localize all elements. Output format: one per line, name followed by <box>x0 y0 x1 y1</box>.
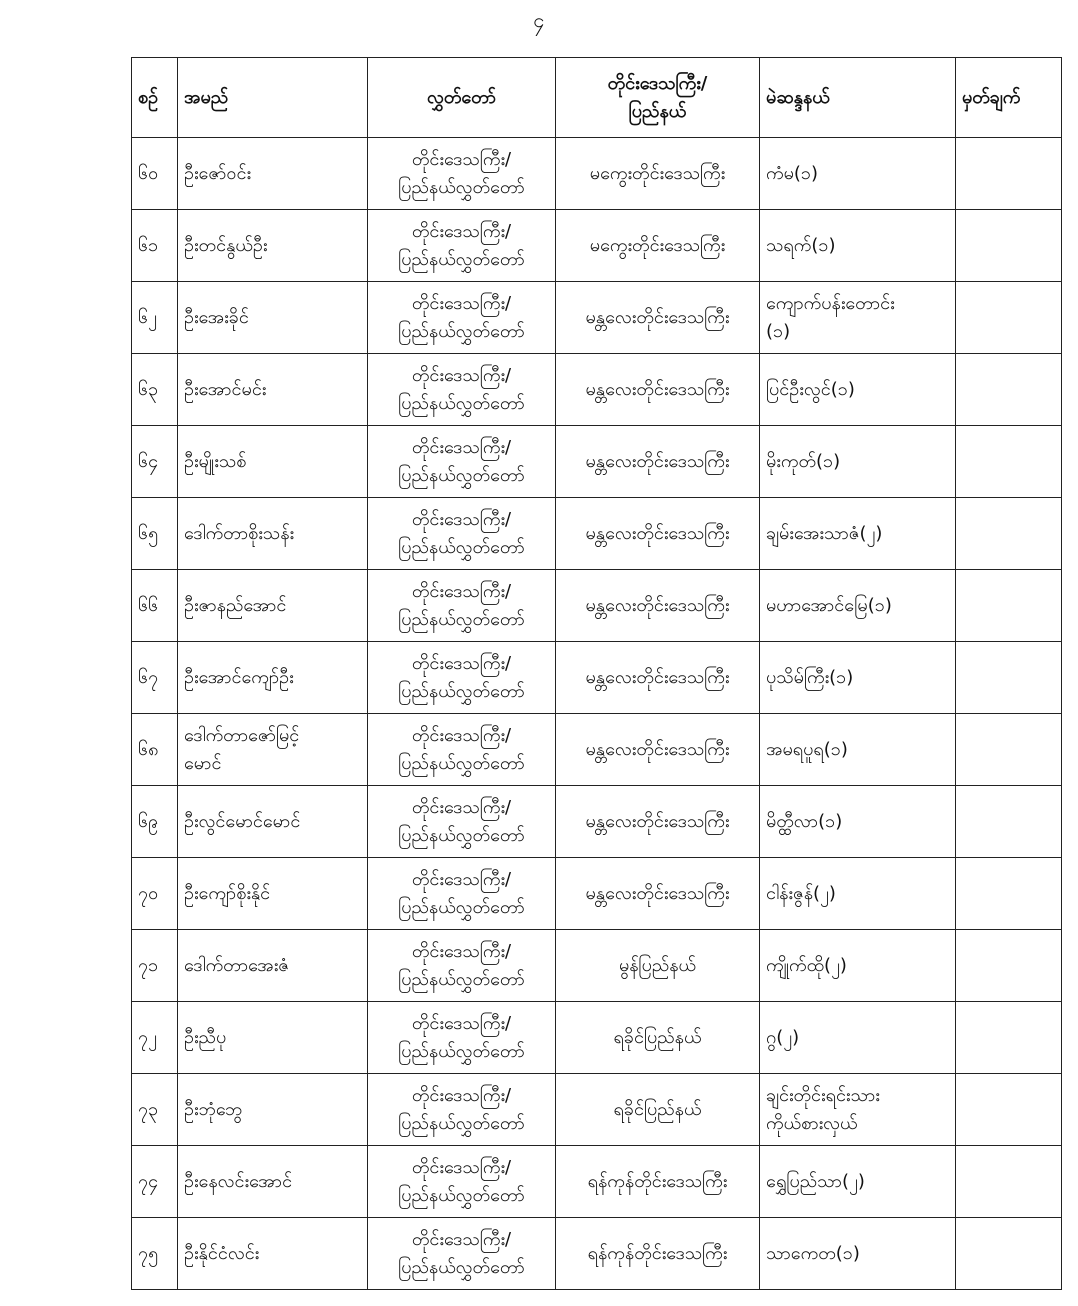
constituency-cell <box>760 282 956 354</box>
constituency-line1: ရွှေပြည်သာ(၂) <box>766 1170 865 1192</box>
hluttaw-line1: တိုင်းဒေသကြီး/ <box>411 292 512 314</box>
hluttaw-line1: တိုင်းဒေသကြီး/ <box>411 1012 512 1034</box>
hluttaw-line1: တိုင်းဒေသကြီး/ <box>411 724 512 746</box>
region-cell: ရန်ကုန်တိုင်းဒေသကြီး <box>556 1146 760 1218</box>
constituency-line1: ငါန်းဇွန်(၂) <box>766 882 836 904</box>
hluttaw-line1: တိုင်းဒေသကြီး/ <box>411 652 512 674</box>
table-row <box>132 570 1062 642</box>
region-cell: မန္တလေးတိုင်းဒေသကြီး <box>556 642 760 714</box>
serial-no-cell: ၆၇ <box>132 642 178 714</box>
remarks-cell <box>956 210 1062 282</box>
name-cell <box>178 1074 368 1146</box>
constituency-line1: သရက်(၁) <box>766 234 836 256</box>
constituency-cell <box>760 354 956 426</box>
hluttaw-line1: တိုင်းဒေသကြီး/ <box>411 868 512 890</box>
name-cell <box>178 210 368 282</box>
table-header-row <box>132 58 1062 138</box>
hluttaw-cell <box>368 138 556 210</box>
hluttaw-line2: ပြည်နယ်လွှတ်တော် <box>398 608 525 630</box>
constituency-cell <box>760 642 956 714</box>
constituency-line1: အမရပူရ(၁) <box>766 738 848 760</box>
name-line1: ဦးမျိုးသစ် <box>184 450 247 472</box>
remarks-cell <box>956 642 1062 714</box>
table-body <box>132 138 1062 1290</box>
remarks-cell <box>956 498 1062 570</box>
hluttaw-line2: ပြည်နယ်လွှတ်တော် <box>398 464 525 486</box>
hluttaw-line1: တိုင်းဒေသကြီး/ <box>411 796 512 818</box>
region-cell: မန္တလေးတိုင်းဒေသကြီး <box>556 786 760 858</box>
name-line1: ဒေါက်တာဇော်မြင့် <box>184 724 300 746</box>
region-cell: မွန်ပြည်နယ် <box>556 930 760 1002</box>
hluttaw-line2: ပြည်နယ်လွှတ်တော် <box>398 176 525 198</box>
name-cell <box>178 498 368 570</box>
name-cell <box>178 1218 368 1290</box>
constituency-line1: မိတ္ထီလာ(၁) <box>766 810 843 832</box>
hluttaw-line1: တိုင်းဒေသကြီး/ <box>411 364 512 386</box>
remarks-cell <box>956 1218 1062 1290</box>
constituency-line2: (၁) <box>766 320 791 342</box>
name-line1: ဦးတင်နွယ်ဦး <box>184 234 268 256</box>
serial-no-cell: ၆၀ <box>132 138 178 210</box>
hluttaw-line2: ပြည်နယ်လွှတ်တော် <box>398 896 525 918</box>
hluttaw-cell <box>368 1146 556 1218</box>
region-cell: ရန်ကုန်တိုင်းဒေသကြီး <box>556 1218 760 1290</box>
constituency-cell <box>760 1218 956 1290</box>
name-line1: ဦးနိုင်ငံလင်း <box>184 1242 260 1264</box>
header-region <box>556 58 760 138</box>
table-row <box>132 498 1062 570</box>
hluttaw-line2: ပြည်နယ်လွှတ်တော် <box>398 248 525 270</box>
serial-no-cell: ၆၄ <box>132 426 178 498</box>
name-cell <box>178 930 368 1002</box>
hluttaw-cell <box>368 858 556 930</box>
serial-no-cell: ၆၉ <box>132 786 178 858</box>
hluttaw-line2: ပြည်နယ်လွှတ်တော် <box>398 1184 525 1206</box>
table-row <box>132 1218 1062 1290</box>
hluttaw-line2: ပြည်နယ်လွှတ်တော် <box>398 1040 525 1062</box>
page-number: ၄ <box>533 8 545 32</box>
remarks-cell <box>956 930 1062 1002</box>
serial-no-cell: ၇၄ <box>132 1146 178 1218</box>
constituency-line1: ပုသိမ်ကြီး(၁) <box>766 666 854 688</box>
serial-no-cell: ၆၅ <box>132 498 178 570</box>
name-cell <box>178 786 368 858</box>
hluttaw-line2: ပြည်နယ်လွှတ်တော် <box>398 1256 525 1278</box>
name-line1: ဦးညီပု <box>184 1026 227 1048</box>
constituency-line1: မိုးကုတ်(၁) <box>766 450 841 472</box>
constituency-line1: သာကေတ(၁) <box>766 1242 860 1264</box>
serial-no-cell: ၇၀ <box>132 858 178 930</box>
serial-no-cell: ၆၁ <box>132 210 178 282</box>
hluttaw-line2: ပြည်နယ်လွှတ်တော် <box>398 752 525 774</box>
region-cell: ရခိုင်ပြည်နယ် <box>556 1002 760 1074</box>
remarks-cell <box>956 714 1062 786</box>
serial-no-cell: ၇၂ <box>132 1002 178 1074</box>
constituency-line2: ကိုယ်စားလှယ် <box>766 1112 858 1134</box>
name-cell <box>178 426 368 498</box>
name-cell <box>178 1002 368 1074</box>
constituency-line1: ကျောက်ပန်းတောင်း <box>766 292 895 314</box>
constituency-cell <box>760 1146 956 1218</box>
constituency-line1: ပြင်ဦးလွင်(၁) <box>766 378 855 400</box>
table-row <box>132 786 1062 858</box>
hluttaw-line2: ပြည်နယ်လွှတ်တော် <box>398 392 525 414</box>
hluttaw-cell <box>368 570 556 642</box>
table-row <box>132 714 1062 786</box>
region-cell: မန္တလေးတိုင်းဒေသကြီး <box>556 426 760 498</box>
serial-no-cell: ၇၅ <box>132 1218 178 1290</box>
name-line1: ဦးအောင်မင်း <box>184 378 267 400</box>
hluttaw-cell <box>368 786 556 858</box>
region-cell: မန္တလေးတိုင်းဒေသကြီး <box>556 570 760 642</box>
header-region-line1: တိုင်းဒေသကြီး/ <box>607 72 708 94</box>
hluttaw-line1: တိုင်းဒေသကြီး/ <box>411 1156 512 1178</box>
hluttaw-line1: တိုင်းဒေသကြီး/ <box>411 580 512 602</box>
remarks-cell <box>956 426 1062 498</box>
name-line1: ဒေါက်တာစိုးသန်း <box>184 522 295 544</box>
serial-no-cell: ၆၆ <box>132 570 178 642</box>
region-cell: မန္တလေးတိုင်းဒေသကြီး <box>556 714 760 786</box>
constituency-line1: မဟာအောင်မြေ(၁) <box>766 594 892 616</box>
name-cell <box>178 282 368 354</box>
region-cell: မန္တလေးတိုင်းဒေသကြီး <box>556 282 760 354</box>
name-line1: ဦးနေလင်းအောင် <box>184 1170 293 1192</box>
region-cell: မန္တလေးတိုင်းဒေသကြီး <box>556 858 760 930</box>
serial-no-cell: ၆၃ <box>132 354 178 426</box>
hluttaw-line1: တိုင်းဒေသကြီး/ <box>411 508 512 530</box>
remarks-cell <box>956 858 1062 930</box>
hluttaw-line1: တိုင်းဒေသကြီး/ <box>411 436 512 458</box>
hluttaw-line1: တိုင်းဒေသကြီး/ <box>411 148 512 170</box>
constituency-cell <box>760 498 956 570</box>
name-line1: ဦးကျော်စိုးနိုင် <box>184 882 271 904</box>
serial-no-cell: ၇၁ <box>132 930 178 1002</box>
header-constituency: မဲဆန္ဒနယ် <box>760 58 956 138</box>
table-row <box>132 930 1062 1002</box>
hluttaw-cell <box>368 1074 556 1146</box>
hluttaw-cell <box>368 426 556 498</box>
name-cell <box>178 570 368 642</box>
hluttaw-line1: တိုင်းဒေသကြီး/ <box>411 940 512 962</box>
constituency-cell <box>760 570 956 642</box>
hluttaw-line2: ပြည်နယ်လွှတ်တော် <box>398 1112 525 1134</box>
region-cell: မန္တလေးတိုင်းဒေသကြီး <box>556 498 760 570</box>
constituency-line1: ဂွ(၂) <box>766 1026 800 1048</box>
hluttaw-cell <box>368 282 556 354</box>
constituency-cell <box>760 426 956 498</box>
table-row <box>132 642 1062 714</box>
constituency-cell <box>760 786 956 858</box>
hluttaw-line2: ပြည်နယ်လွှတ်တော် <box>398 320 525 342</box>
name-line2: မောင် <box>184 752 222 774</box>
region-cell: မကွေးတိုင်းဒေသကြီး <box>556 138 760 210</box>
table-row <box>132 210 1062 282</box>
header-hluttaw: လွှတ်တော် <box>368 58 556 138</box>
table-row <box>132 426 1062 498</box>
table-row <box>132 282 1062 354</box>
header-name: အမည် <box>178 58 368 138</box>
hluttaw-cell <box>368 930 556 1002</box>
name-cell <box>178 138 368 210</box>
header-serial-no: စဉ် <box>132 58 178 138</box>
table-row <box>132 1074 1062 1146</box>
remarks-cell <box>956 1002 1062 1074</box>
constituency-line1: ချမ်းအေးသာဇံ(၂) <box>766 522 883 544</box>
hluttaw-cell <box>368 1218 556 1290</box>
constituency-cell <box>760 930 956 1002</box>
constituency-cell <box>760 138 956 210</box>
name-cell <box>178 1146 368 1218</box>
constituency-cell <box>760 210 956 282</box>
remarks-cell <box>956 282 1062 354</box>
constituency-line1: ကျိုက်ထို(၂) <box>766 954 847 976</box>
table-row <box>132 138 1062 210</box>
serial-no-cell: ၇၃ <box>132 1074 178 1146</box>
remarks-cell <box>956 570 1062 642</box>
name-cell <box>178 714 368 786</box>
hluttaw-line1: တိုင်းဒေသကြီး/ <box>411 1084 512 1106</box>
hluttaw-line2: ပြည်နယ်လွှတ်တော် <box>398 680 525 702</box>
hluttaw-line2: ပြည်နယ်လွှတ်တော် <box>398 824 525 846</box>
name-cell <box>178 858 368 930</box>
hluttaw-cell <box>368 210 556 282</box>
remarks-cell <box>956 786 1062 858</box>
hluttaw-line1: တိုင်းဒေသကြီး/ <box>411 220 512 242</box>
header-region-line2: ပြည်နယ် <box>628 100 687 122</box>
name-cell <box>178 354 368 426</box>
name-line1: ဒေါက်တာအေးဇံ <box>184 954 289 976</box>
hluttaw-line1: တိုင်းဒေသကြီး/ <box>411 1228 512 1250</box>
table-row <box>132 1146 1062 1218</box>
name-line1: ဦးလွင်မောင်မောင် <box>184 810 301 832</box>
name-cell <box>178 642 368 714</box>
remarks-cell <box>956 1146 1062 1218</box>
table-row <box>132 858 1062 930</box>
hluttaw-line2: ပြည်နယ်လွှတ်တော် <box>398 968 525 990</box>
region-cell: ရခိုင်ပြည်နယ် <box>556 1074 760 1146</box>
header-remarks: မှတ်ချက် <box>956 58 1062 138</box>
hluttaw-cell <box>368 498 556 570</box>
constituency-cell <box>760 1074 956 1146</box>
members-table <box>131 57 1062 1290</box>
hluttaw-cell <box>368 1002 556 1074</box>
remarks-cell <box>956 1074 1062 1146</box>
hluttaw-cell <box>368 642 556 714</box>
region-cell: မန္တလေးတိုင်းဒေသကြီး <box>556 354 760 426</box>
name-line1: ဦးဇာနည်အောင် <box>184 594 287 616</box>
name-line1: ဦးဘုံဘွေ <box>184 1098 243 1120</box>
constituency-cell <box>760 858 956 930</box>
remarks-cell <box>956 354 1062 426</box>
table-row <box>132 354 1062 426</box>
constituency-cell <box>760 1002 956 1074</box>
table-row <box>132 1002 1062 1074</box>
constituency-line1: ကံမ(၁) <box>766 162 819 184</box>
remarks-cell <box>956 138 1062 210</box>
constituency-cell <box>760 714 956 786</box>
serial-no-cell: ၆၈ <box>132 714 178 786</box>
hluttaw-cell <box>368 354 556 426</box>
region-cell: မကွေးတိုင်းဒေသကြီး <box>556 210 760 282</box>
name-line1: ဦးအေးခိုင် <box>184 306 249 328</box>
constituency-line1: ချင်းတိုင်းရင်းသား <box>766 1084 880 1106</box>
hluttaw-cell <box>368 714 556 786</box>
name-line1: ဦးဇော်ဝင်း <box>184 162 252 184</box>
serial-no-cell: ၆၂ <box>132 282 178 354</box>
name-line1: ဦးအောင်ကျော်ဦး <box>184 666 294 688</box>
hluttaw-line2: ပြည်နယ်လွှတ်တော် <box>398 536 525 558</box>
